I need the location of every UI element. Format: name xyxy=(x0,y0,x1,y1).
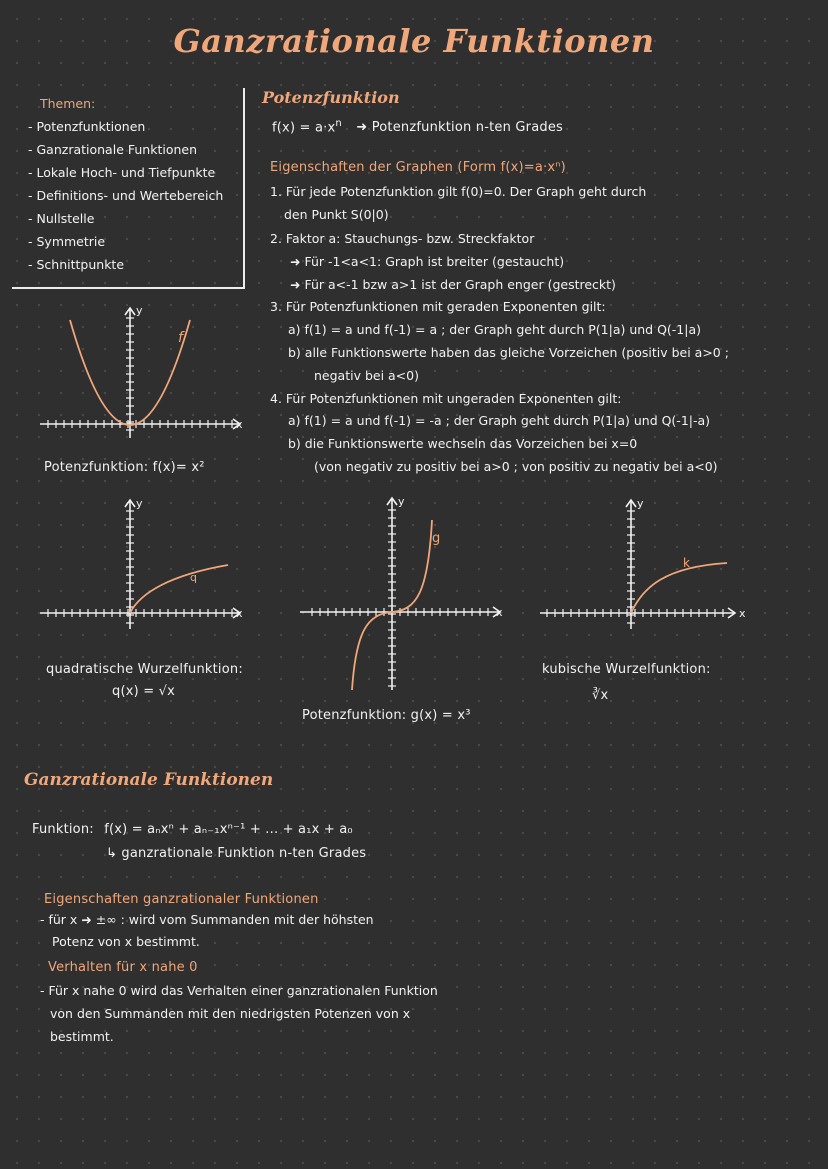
themes-item: - Potenzfunktionen xyxy=(28,119,146,134)
sqrt-x-label: x xyxy=(236,607,243,620)
parabola-curve-label: f xyxy=(178,330,183,346)
potenz-formula-desc: ➜ Potenzfunktion n-ten Grades xyxy=(356,120,564,136)
potenz-line3a: a) f(1) = a und f(-1) = a ; der Graph geht durch P(1|a) und Q(-1|a) xyxy=(288,322,702,337)
graph-sqrt-caption1: quadratische Wurzelfunktion: xyxy=(46,662,243,677)
themes-item: - Symmetrie xyxy=(28,234,106,249)
themes-item: - Nullstelle xyxy=(28,211,95,226)
ganz-func-label: Funktion: xyxy=(32,822,94,837)
ganz-prop2: - Für x nahe 0 wird das Verhalten einer ganzrationalen Funktion xyxy=(40,983,438,998)
ganz-function-line xyxy=(32,822,353,837)
themes-item: - Lokale Hoch- und Tiefpunkte xyxy=(28,165,216,180)
sqrt-curve xyxy=(130,565,228,613)
potenz-formula-exponent: n xyxy=(335,118,342,129)
ganz-func-note: ↳ ganzrationale Funktion n-ten Grades xyxy=(106,846,367,861)
potenz-line4b: b) die Funktionswerte wechseln das Vorzeichen bei x=0 xyxy=(288,436,638,451)
potenz-props-heading: Eigenschaften der Graphen (Form f(x)=a·xⁿ) xyxy=(270,160,566,175)
potenz-line2: 2. Faktor a: Stauchungs- bzw. Streckfaktor xyxy=(270,231,535,246)
themes-item: - Definitions- und Wertebereich xyxy=(28,188,224,203)
graph-cuberoot-caption1: kubische Wurzelfunktion: xyxy=(542,662,711,677)
themes-box xyxy=(28,92,223,276)
graph-parabola xyxy=(30,300,250,445)
potenz-line2a: ➜ Für -1<a<1: Graph ist breiter (gestaucht) xyxy=(290,254,565,269)
cuberoot-curve xyxy=(631,563,727,613)
graph-parabola-ticks xyxy=(48,318,232,430)
cuberoot-x-label: x xyxy=(739,607,746,620)
cubic-y-label: y xyxy=(398,495,405,508)
graph-sqrt-axes xyxy=(40,500,240,629)
graph-cuberoot xyxy=(535,495,755,640)
ganz-props-heading: Eigenschaften ganzrationaler Funktionen xyxy=(44,892,319,907)
potenz-line4c: (von negativ zu positiv bei a>0 ; von positiv zu negativ bei a<0) xyxy=(314,459,718,474)
cubic-curve-label: g xyxy=(432,531,441,546)
graph-parabola-axes xyxy=(40,308,240,438)
graph-cubic-caption: Potenzfunktion: g(x) = x³ xyxy=(302,708,471,723)
themes-list xyxy=(28,115,223,276)
potenz-heading: Potenzfunktion xyxy=(262,88,400,107)
ganz-prop1b: Potenz von x bestimmt. xyxy=(52,934,200,949)
parabola-x-label: x xyxy=(236,418,243,431)
graph-cubic-axes xyxy=(300,498,500,690)
potenz-line2b: ➜ Für a<-1 bzw a>1 ist der Graph enger (gestreckt) xyxy=(290,277,616,292)
graph-cubic-ticks xyxy=(312,510,488,686)
sqrt-curve-label: q xyxy=(190,571,197,584)
potenz-line3b: b) alle Funktionswerte haben das gleiche Vorzeichen (positiv bei a>0 ; xyxy=(288,345,729,360)
graph-sqrt-caption2: q(x) = √x xyxy=(112,684,176,699)
sqrt-y-label: y xyxy=(136,497,143,510)
ganz-near-heading: Verhalten für x nahe 0 xyxy=(48,960,198,975)
parabola-y-label: y xyxy=(136,304,143,317)
potenz-formula: f(x) = a·x xyxy=(272,120,336,136)
graph-parabola-caption: Potenzfunktion: f(x)= x² xyxy=(44,460,205,475)
ganz-prop1 xyxy=(40,912,374,927)
ganz-prop2b: von den Summanden mit den niedrigsten Potenzen von x xyxy=(50,1006,411,1021)
themes-item: - Ganzrationale Funktionen xyxy=(28,142,198,157)
ganz-func-formula: f(x) = aₙxⁿ + aₙ₋₁xⁿ⁻¹ + ... + a₁x + a₀ xyxy=(104,822,353,837)
potenz-formula-line xyxy=(272,118,563,135)
potenz-line4: 4. Für Potenzfunktionen mit ungeraden Exponenten gilt: xyxy=(270,391,622,406)
potenz-line3: 3. Für Potenzfunktionen mit geraden Exponenten gilt: xyxy=(270,299,606,314)
themes-item: - Schnittpunkte xyxy=(28,257,125,272)
cuberoot-curve-label: k xyxy=(683,556,690,570)
page-title: Ganzrationale Funktionen xyxy=(173,22,655,60)
ganz-prop2c: bestimmt. xyxy=(50,1029,114,1044)
graph-sqrt-ticks xyxy=(48,511,232,623)
cuberoot-y-label: y xyxy=(637,497,644,510)
themes-box-border-bottom xyxy=(12,287,245,289)
potenz-line3c: negativ bei a<0) xyxy=(314,368,419,383)
graph-cuberoot-caption2: ∛x xyxy=(592,688,609,703)
graph-sqrt xyxy=(30,495,250,640)
potenz-line1: 1. Für jede Potenzfunktion gilt f(0)=0. Der Graph geht durch xyxy=(270,184,647,199)
graph-cubic xyxy=(290,490,510,700)
ganz-prop1-text: - für x ➜ ±∞ : wird vom Summanden mit der höhsten xyxy=(40,912,374,927)
ganz-heading: Ganzrationale Funktionen xyxy=(24,770,274,790)
themes-box-border-right xyxy=(243,88,245,288)
cubic-x-label: x xyxy=(496,606,503,619)
themes-heading: Themen: xyxy=(40,96,96,111)
potenz-line4a: a) f(1) = a und f(-1) = -a ; der Graph geht durch P(1|a) und Q(-1|-a) xyxy=(288,413,711,428)
potenz-line1b: den Punkt S(0|0) xyxy=(284,207,389,222)
